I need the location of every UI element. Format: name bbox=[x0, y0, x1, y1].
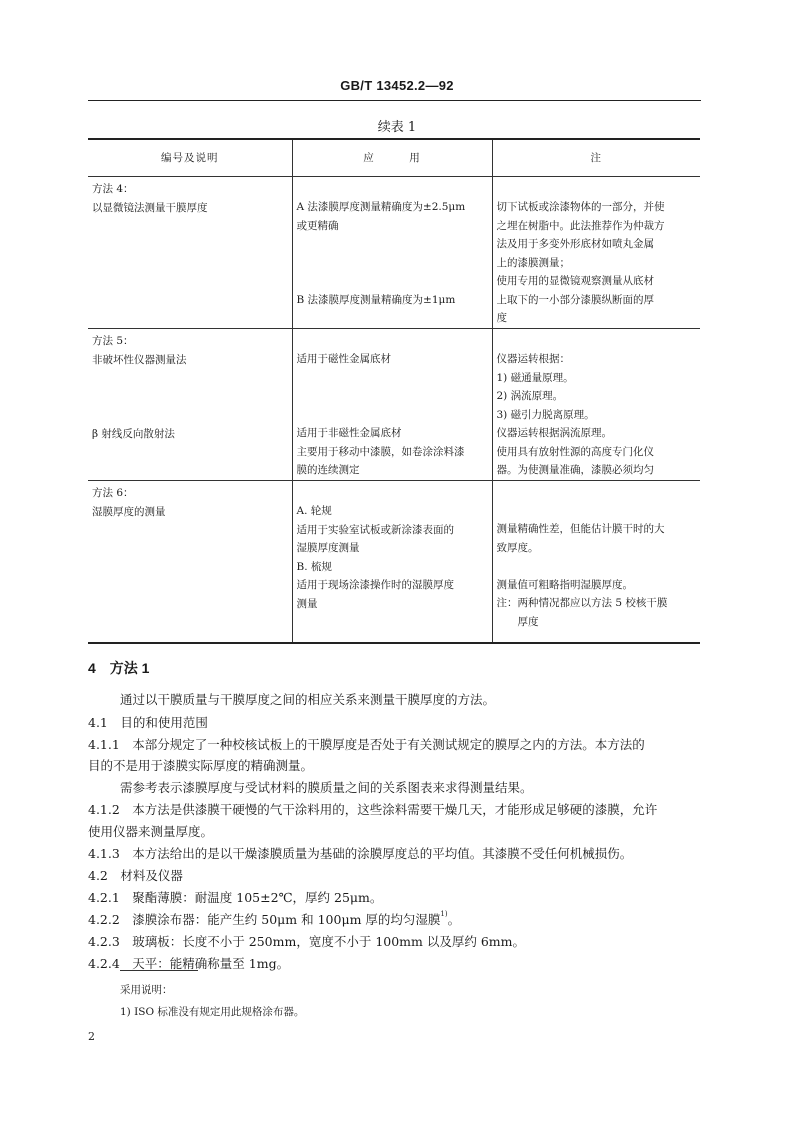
header-rule bbox=[88, 100, 701, 101]
footnote-label: 采用说明： bbox=[120, 984, 173, 996]
paragraph: 4.1.1 本部分规定了一种校核试板上的干膜厚度是否处于有关测试规定的膜厚之内的方法。本方法的 bbox=[88, 737, 645, 752]
cell-text: 以显微镜法测量干膜厚度 bbox=[92, 201, 208, 214]
paragraph: 通过以干膜质量与干膜厚度之间的相应关系来测量干膜厚度的方法。 bbox=[120, 692, 496, 707]
cell-text: 切下试板或涂漆物体的一部分，并使 bbox=[496, 201, 665, 213]
cell-text: 适用于实验室试板或新涂漆表面的 bbox=[296, 523, 454, 536]
table-cell bbox=[292, 329, 492, 481]
table-cell bbox=[88, 481, 292, 644]
column-header-application: 应 用 bbox=[292, 139, 492, 177]
cell-text: β 射线反向散射法 bbox=[92, 427, 175, 440]
cell-text: A 法漆膜厚度测量精确度为±2.5μm bbox=[296, 201, 466, 213]
subsection-heading: 4.1 目的和使用范围 bbox=[88, 715, 208, 730]
footnote-ref: 1) bbox=[440, 910, 448, 918]
table-cell bbox=[292, 481, 492, 644]
table-cell bbox=[492, 329, 700, 481]
column-header-notes: 注 bbox=[492, 139, 700, 177]
standard-code-header: GB/T 13452.2—92 bbox=[340, 78, 454, 93]
table-cell bbox=[492, 481, 700, 644]
cell-text: B 法漆膜厚度测量精确度为±1μm bbox=[296, 293, 456, 306]
cell-text: 方法 4： bbox=[92, 183, 134, 195]
footnote-text: 1) ISO 标准没有规定用此规格涂布器。 bbox=[120, 1006, 305, 1018]
cell-text: 适用于现场涂漆操作时的湿膜厚度 bbox=[296, 579, 454, 591]
cell-text: 适用于非磁性金属底材 bbox=[296, 427, 402, 439]
cell-text: 方法 5： bbox=[92, 335, 134, 347]
cell-text: 3) 磁引力脱离原理。 bbox=[496, 408, 595, 421]
paragraph: 4.1.3 本方法给出的是以干燥漆膜质量为基础的涂膜厚度总的平均值。其漆膜不受任何机械损伤。 bbox=[88, 846, 633, 861]
cell-text: 度 bbox=[496, 312, 507, 324]
cell-text: 厚度 bbox=[517, 615, 539, 628]
cell-text: 法及用于多变外形底材如喷丸金属 bbox=[496, 238, 654, 250]
table-row-method-5 bbox=[88, 329, 700, 481]
paragraph: 4.1.2 本方法是供漆膜干硬慢的气干涂料用的，这些涂料需要干燥几天，才能形成足够硬的漆膜，允许 bbox=[88, 802, 658, 817]
cell-text: 1) 磁通量原理。 bbox=[496, 371, 574, 384]
cell-text: 2) 涡流原理。 bbox=[496, 390, 564, 402]
paragraph-text: 。 bbox=[447, 912, 461, 927]
cell-text: 非破坏性仪器测量法 bbox=[92, 353, 187, 366]
table-row-method-6 bbox=[88, 481, 700, 644]
paragraph: 需参考表示漆膜厚度与受试材料的膜质量之间的关系图表来求得测量结果。 bbox=[120, 780, 533, 795]
cell-text: 湿膜厚度的测量 bbox=[92, 505, 166, 518]
cell-text: 测量 bbox=[296, 597, 318, 610]
paragraph-text: 4.2.2 漆膜涂布器：能产生约 50μm 和 100μm 厚的均匀湿膜 bbox=[88, 912, 441, 927]
section-title: 4 方法 1 bbox=[88, 660, 150, 676]
cell-text: 仪器运转根据： bbox=[496, 353, 570, 365]
cell-text: 主要用于移动中漆膜，如卷涂涂料漆 bbox=[296, 445, 465, 458]
cell-text: 适用于磁性金属底材 bbox=[296, 353, 391, 365]
cell-text: 湿膜厚度测量 bbox=[296, 542, 360, 554]
table-cell bbox=[292, 177, 492, 329]
paragraph: 4.2.1 聚酯薄膜：耐温度 105±2℃，厚约 25μm。 bbox=[88, 890, 383, 905]
cell-text: 使用专用的显微镜观察测量从底材 bbox=[496, 275, 654, 287]
table-cell bbox=[88, 177, 292, 329]
cell-text: B. 梳规 bbox=[296, 560, 332, 573]
cell-text: 之埋在树脂中。此法推荐作为仲裁方 bbox=[496, 219, 665, 232]
page-number: 2 bbox=[88, 1030, 95, 1043]
cell-text: 注：两种情况都应以方法 5 校核干膜 bbox=[496, 597, 668, 609]
cell-text: 上取下的一小部分漆膜纵断面的厚 bbox=[496, 293, 654, 306]
cell-text: 器。为使测量准确，漆膜必须均匀 bbox=[496, 464, 654, 476]
cell-text: 上的漆膜测量； bbox=[496, 256, 570, 269]
cell-text: 测量值可粗略指明湿膜厚度。 bbox=[496, 578, 633, 591]
cell-text: 使用具有放射性源的高度专门化仪 bbox=[496, 445, 654, 458]
cell-text: 测量精确性差，但能估计膜干时的大 bbox=[496, 523, 665, 535]
table-cell bbox=[88, 329, 292, 481]
footnote-rule bbox=[120, 970, 198, 971]
cell-text: 致厚度。 bbox=[496, 541, 539, 554]
cell-text: 方法 6： bbox=[92, 487, 134, 499]
cell-text: A. 轮规 bbox=[296, 505, 332, 517]
cell-text: 或更精确 bbox=[296, 219, 339, 232]
column-header-description: 编号及说明 bbox=[88, 139, 292, 177]
subsection-heading: 4.2 材料及仪器 bbox=[88, 868, 183, 883]
cell-text: 仪器运转根据涡流原理。 bbox=[496, 427, 612, 439]
paragraph: 使用仪器来测量厚度。 bbox=[88, 824, 214, 839]
cell-text: 膜的连续测定 bbox=[296, 464, 360, 476]
paragraph: 4.2.4 天平：能精确称量至 1mg。 bbox=[88, 956, 290, 971]
table-cell bbox=[492, 177, 700, 329]
paragraph: 4.2.3 玻璃板：长度不小于 250mm，宽度不小于 100mm 以及厚约 6mm。 bbox=[88, 934, 525, 949]
paragraph bbox=[88, 910, 460, 928]
table-caption: 续表 1 bbox=[377, 120, 417, 135]
methods-table bbox=[88, 138, 700, 644]
table-row-method-4 bbox=[88, 177, 700, 329]
paragraph: 目的不是用于漆膜实际厚度的精确测量。 bbox=[88, 758, 314, 773]
